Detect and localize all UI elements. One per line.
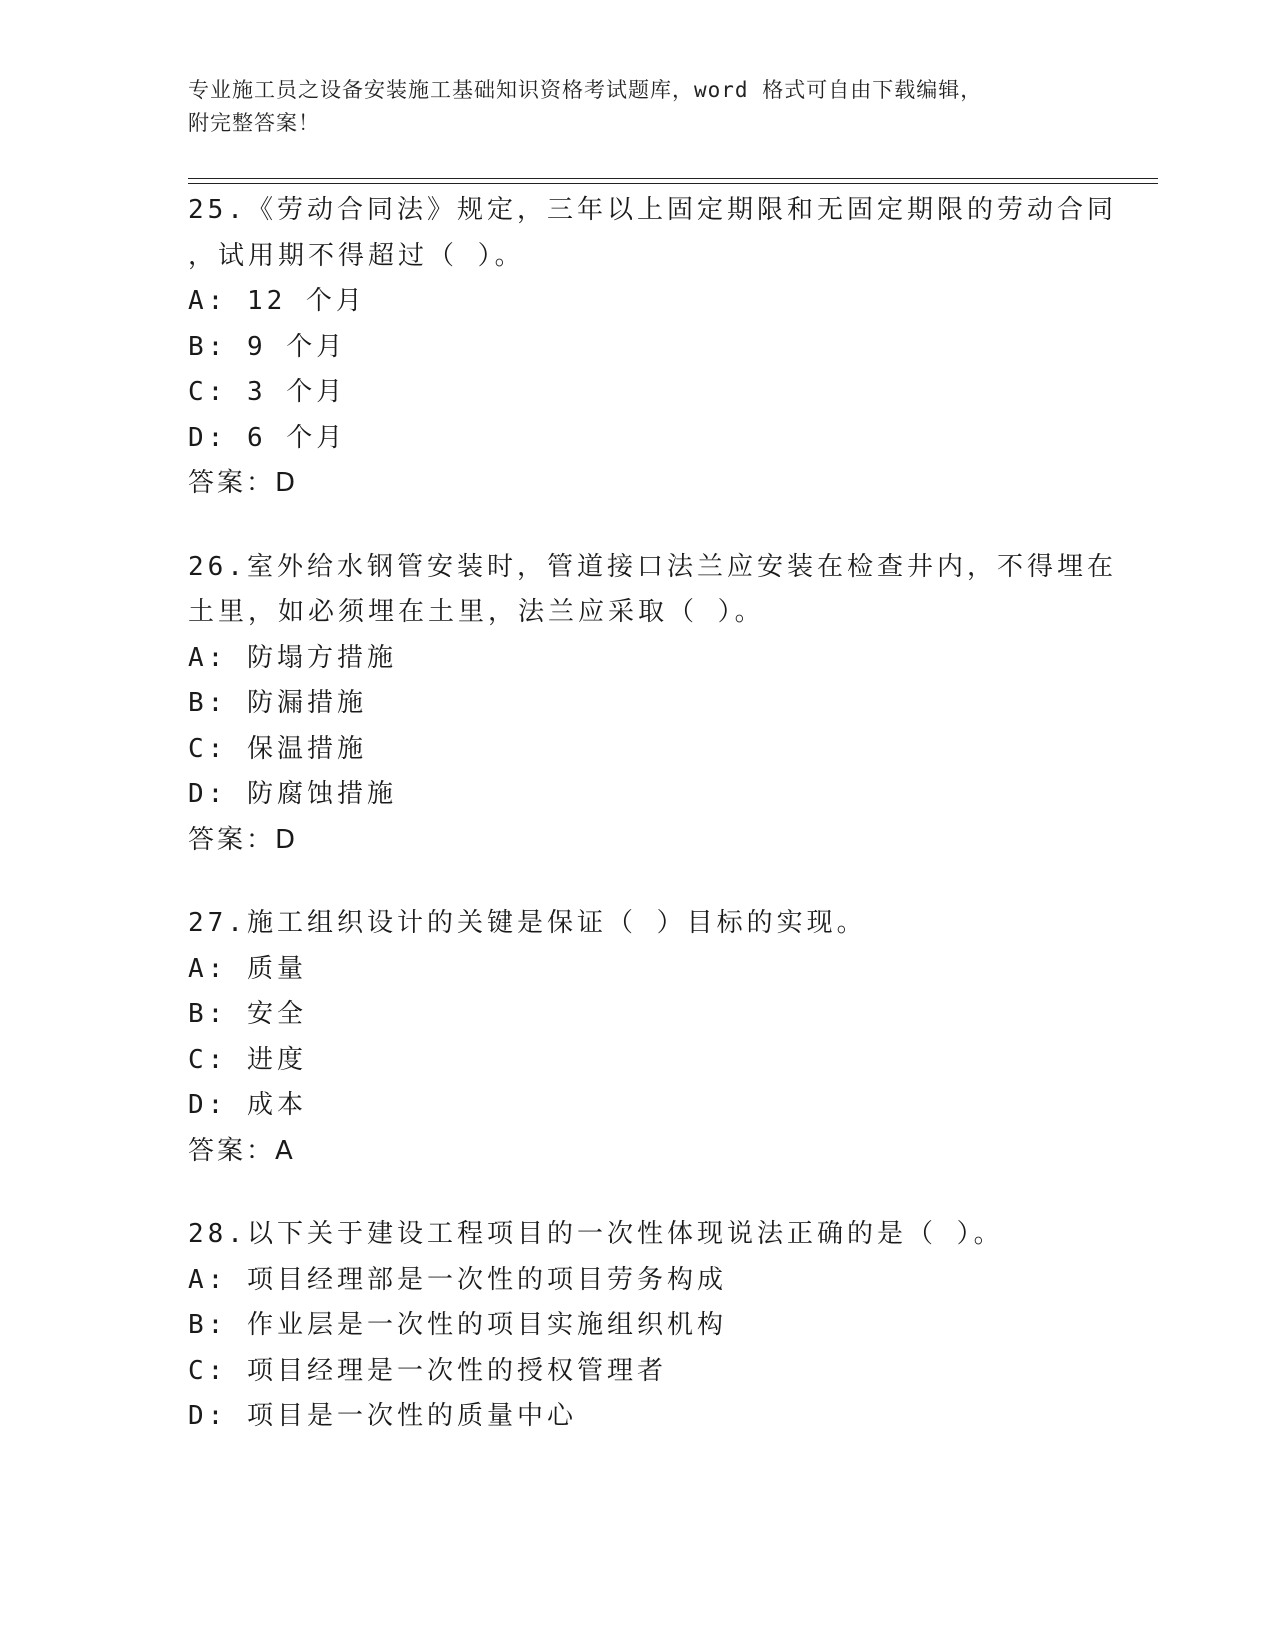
option-b: B: 防漏措施 [188,688,367,718]
question-26 [188,545,1117,864]
header-line-1: 专业施工员之设备安装施工基础知识资格考试题库，word 格式可自由下载编辑， [188,78,983,102]
option-d: D: 6 个月 [188,422,347,453]
option-c: C: 保温措施 [188,733,367,764]
header-line-2: 附完整答案！ [188,111,320,135]
question-stem-line: 28.以下关于建设工程项目的一次性体现说法正确的是（ ）。 [188,1219,1004,1249]
answer-label: 答案：D [188,824,299,855]
option-d: D: 项目是一次性的质量中心 [188,1401,577,1431]
option-b: B: 9 个月 [188,331,347,362]
option-b: B: 作业层是一次性的项目实施组织机构 [188,1310,727,1340]
option-a: A: 质量 [188,953,307,984]
answer-label: 答案：A [188,1135,296,1166]
header-divider-thin [188,183,1158,184]
option-d: D: 成本 [188,1090,307,1120]
question-stem-line: 27.施工组织设计的关键是保证（ ）目标的实现。 [188,908,867,938]
option-a: A: 防塌方措施 [188,642,397,673]
question-25 [188,188,1117,507]
question-stem-line: ，试用期不得超过（ ）。 [188,240,525,271]
option-a: A: 项目经理部是一次性的项目劳务构成 [188,1264,727,1295]
question-stem-line: 25.《劳动合同法》规定，三年以上固定期限和无固定期限的劳动合同 [188,195,1117,225]
question-stem-line: 26.室外给水钢管安装时，管道接口法兰应安装在检查井内，不得埋在 [188,551,1117,582]
option-d: D: 防腐蚀措施 [188,779,397,809]
option-c: C: 项目经理是一次性的授权管理者 [188,1355,667,1386]
question-27 [188,901,1088,1174]
option-c: C: 进度 [188,1044,307,1075]
option-c: C: 3 个月 [188,377,347,407]
option-b: B: 安全 [188,999,307,1029]
header-divider-thick [188,178,1158,179]
question-list [188,188,1117,1478]
question-28 [188,1212,1088,1440]
question-stem-line: 土里，如必须埋在土里，法兰应采取（ ）。 [188,597,765,627]
document-header [188,74,1068,140]
option-a: A: 12 个月 [188,286,366,316]
answer-label: 答案：D [188,468,299,498]
